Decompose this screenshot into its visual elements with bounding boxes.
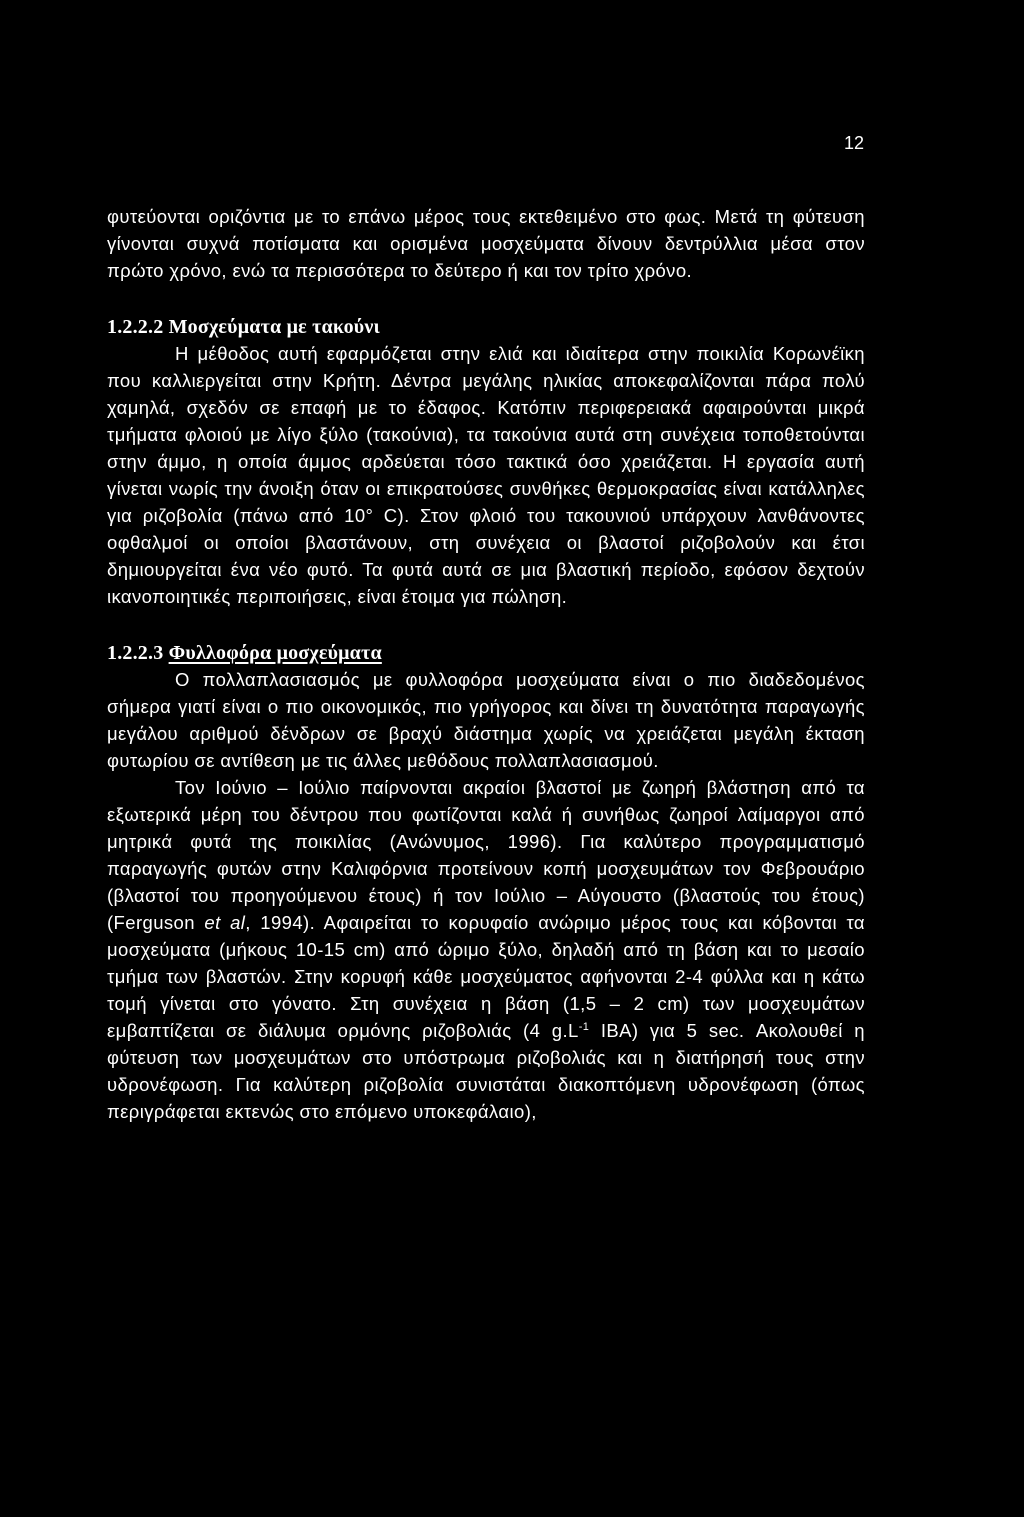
section-number: 1.2.2.2 [107,316,164,338]
citation-italic: et al [204,912,246,933]
section-1222-paragraph: Η μέθοδος αυτή εφαρμόζεται στην ελιά και ιδιαίτερα στην ποικιλία Κορωνέϊκη που καλλιεργείται στην Κρήτη. Δέντρα μεγάλης ηλικίας αποκεφαλίζονται πάρα πολύ χαμηλά, σχεδόν σε επαφή με το έδαφος. Κατόπιν περιφερειακά αφαιρούνται μικρά τμήματα φλοιού με λίγο ξύλο (τακούνια), τα τακούνια αυτά στη συνέχεια τοποθετούνται στην άμμο, η οποία άμμος αρδεύεται τόσο τακτικά όσο χρειάζεται. Η εργασία αυτή γίνεται νωρίς την άνοιξη όταν οι επικρατούσες συνθήκες θερμοκρασίας είναι κατάλληλες για ριζοβολία (πάνω από 10° C). Στον φλοιό του τακουνιού υπάρχουν λανθάνοντες οφθαλμοί οι οποίοι βλαστάνουν, στη συνέχεια οι βλαστοί ριζοβολούν και έτσι δημιουργείται ένα νέο φυτό. Τα φυτά αυτά σε μια βλαστική περίοδο, εφόσον δεχτούν ικανοποιητικές περιποιήσεις, είναι έτοιμα για πώληση. [107,343,865,607]
page-number: 12 [843,133,864,153]
paragraph-text: , 1994). Αφαιρείται το κορυφαίο ανώριμο μέρος τους και κόβονται τα μοσχεύματα (μήκους 10-15 cm) από ώριμο ξύλο, δηλαδή από τη βάση και το μεσαίο τμήμα των βλαστών. Στην κορυφή κάθε μοσχεύματος αφήνονται 2-4 φύλλα και η κάτω τομή γίνεται στο γόνατο. Στη συνέχεια η βάση (1,5 – 2 cm) των μοσχευμάτων εμβαπτίζεται σε διάλυμα ορμόνης ριζοβολιάς (4 g.L [107,912,866,1041]
paragraph-text: Τον Ιούνιο – Ιούλιο παίρνονται ακραίοι βλαστοί με ζωηρή βλάστηση από τα εξωτερικά μέρη του δέντρου που φωτίζονται καλά ή συνήθως ζωηροί λαίμαργοι από μητρικά φυτά της ποικιλίας (Ανώνυμος, 1996). Για καλύτερο προγραμματισμό παραγωγής φυτών στην Καλιφόρνια προτείνουν κοπή μοσχευμάτων τον Φεβρουάριο (βλαστοί του προηγούμενου έτους) ή τον Ιούλιο – Αύγουστο (βλαστούς του έτους) (Ferguson [107,777,865,933]
section-heading-1223 [107,640,865,666]
section-1223-paragraph-2 [107,774,865,1125]
section-title: Φυλλοφόρα μοσχεύματα [168,642,382,664]
section-number: 1.2.2.3 [107,642,164,664]
document-body [107,203,865,1125]
superscript: -1 [578,1020,590,1033]
section-title: Μοσχεύματα με τακούνι [168,316,380,338]
paragraph-text: IBA) για 5 sec. Ακολουθεί η φύτευση των μοσχευμάτων στο υπόστρωμα ριζοβολιάς και η διατήρησή τους στην υδρονέφωση. Για καλύτερη ριζοβολία συνιστάται διακοπτόμενη υδρονέφωση (όπως περιγράφεται εκτενώς στο επόμενο υποκεφάλαιο), [107,1020,865,1122]
intro-paragraph: φυτεύονται οριζόντια με το επάνω μέρος τους εκτεθειμένο στο φως. Μετά τη φύτευση γίνονται συχνά ποτίσματα και ορισμένα μοσχεύματα δίνουν δεντρύλλια μέσα στον πρώτο χρόνο, ενώ τα περισσότερα το δεύτερο ή και τον τρίτο χρόνο. [107,206,865,281]
section-heading-1222 [107,314,865,340]
section-1223-paragraph-1: Ο πολλαπλασιασμός με φυλλοφόρα μοσχεύματα είναι ο πιο διαδεδομένος σήμερα γιατί είναι ο πιο οικονομικός, πιο γρήγορος και δίνει τη δυνατότητα παραγωγής μεγάλου αριθμού δένδρων σε βραχύ διάστημα χωρίς να χρειάζεται μεγάλη έκταση φυτωρίου σε αντίθεση με τις άλλες μεθόδους πολλαπλασιασμού. [107,669,865,771]
